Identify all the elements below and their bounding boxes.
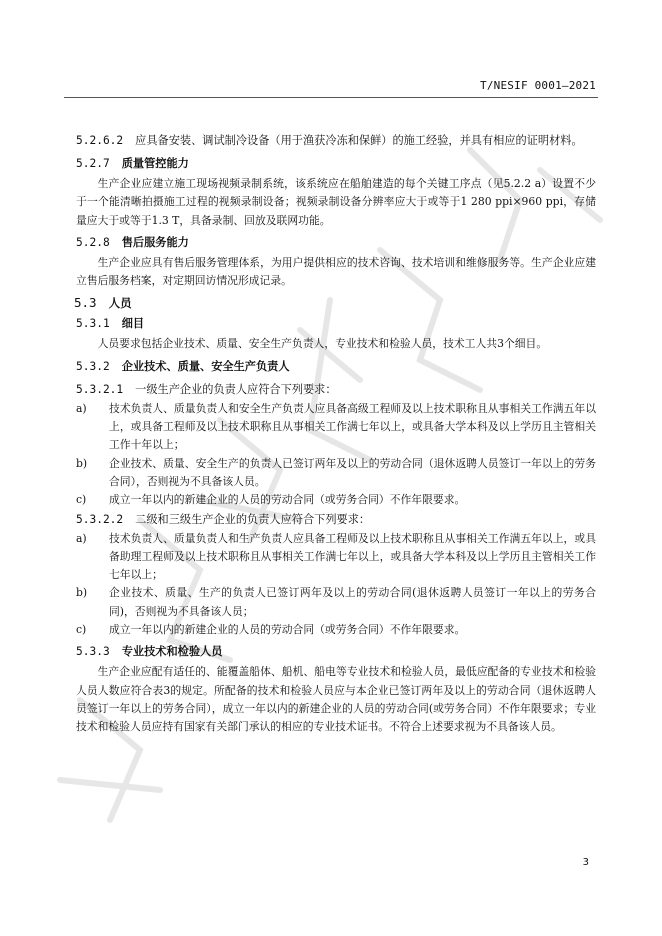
heading-number: 5.3.2 [76,359,110,373]
paragraph-after-sales: 生产企业应具有售后服务管理体系，为用户提供相应的技术咨询、技术培训和维修服务等。生产企业应建立售后服务档案，对定期回访情况形成记录。 [76,255,596,288]
list-label: b) [76,586,88,600]
document-id: T/NESIF 0001—2021 [480,79,596,92]
heading-title: 细目 [121,317,145,331]
paragraph-personnel-items: 人员要求包括企业技术、质量、安全生产负责人，专业技术和检验人员，技术工人共3个细目。 [97,337,548,351]
list-text: 企业技术、质量、安全生产的负责人已签订两年及以上的劳动合同（退休返聘人员签订一年以上的劳务合同），否则视为不具备该人员。 [109,456,596,488]
list-label: c) [76,493,87,507]
list-item [76,455,596,492]
list-item [76,530,596,585]
heading-5-2-7 [76,154,596,174]
clause-text: 一级生产企业的负责人应符合下列要求： [135,382,337,396]
heading-5-3 [74,293,596,314]
list-item [76,491,596,509]
clause-text: 二级和三级生产企业的负责人应符合下列要求： [135,512,371,526]
list-label: b) [76,456,88,470]
heading-number: 5.2.7 [76,157,110,170]
list-label: a) [76,401,87,415]
list-text: 技术负责人、质量负责人和安全生产负责人应具备高级工程师及以上技术职称且从事相关工作满五年以上，或具备工程师及以上技术职称且从事相关工作满七年以上，或具备大学本科及以上学历且主管相关工作十年以上； [109,401,596,452]
heading-number: 5.3.3 [76,645,110,659]
clause-number: 5.3.2.1 [76,382,124,396]
heading-5-3-2 [76,357,596,377]
paragraph-quality-control: 生产企业应建立施工现场视频录制系统，该系统应在船舶建造的每个关键工序点（见5.2.2 a）设置不少于一个能清晰拍摄施工过程的视频录制设备；视频录制设备分辨率应大于或等于1 280 ppi×960 ppi，存储量应大于或等于1.3 T，具备录制、回放及联网功能。 [76,177,596,227]
clause-5-2-6-2 [76,131,596,151]
list-text: 成立一年以内的新建企业的人员的劳动合同（或劳务合同）不作年限要求。 [109,493,466,507]
list-item [76,621,596,639]
page-content [76,131,596,738]
list-text: 企业技术、质量、生产的负责人已签订两年及以上的劳动合同(退休返聘人员签订一年以上的劳务合同)，否则视为不具备该人员； [109,586,596,618]
list-item [76,400,596,455]
heading-title: 售后服务能力 [121,235,189,249]
clause-5-3-2-1 [76,380,596,400]
heading-title: 人员 [108,296,132,311]
heading-number: 5.3 [74,295,97,311]
list-label: a) [76,531,87,545]
clause-5-3-2-2 [76,510,596,530]
heading-number: 5.3.1 [76,317,110,331]
clause-number: 5.2.6.2 [76,134,124,147]
heading-5-2-8 [76,233,596,253]
paragraph-technical-staff: 生产企业应配有适任的、能覆盖船体、船机、船电等专业技术和检验人员，最低应配备的专业技术和检验人员人数应符合表3的规定。所配备的技术和检验人员应与本企业已签订两年及以上的劳动合同（退休返聘人员签订一年以上的劳务合同），成立一年以内的新建企业的人员的劳动合同(或劳务合同）不作年限要求；专业技术和检验人员应持有国家有关部门承认的相应的专业技术证书。不符合上述要求视为不具备该人员。 [76,665,596,734]
header-rule [64,97,598,98]
list-text: 技术负责人、质量负责人和生产负责人应具备工程师及以上技术职称且从事相关工作满五年以上，或具备助理工程师及以上技术职称且从事相关工作满七年以上，或具备大学本科及以上学历且主管相关工作七年以上； [109,531,596,582]
list-label: c) [76,623,87,637]
clause-number: 5.3.2.2 [76,512,124,526]
list-text: 成立一年以内的新建企业的人员的劳动合同（或劳务合同）不作年限要求。 [109,623,466,637]
clause-text: 应具备安装、调试制冷设备（用于渔获冷冻和保鲜）的施工经验，并具有相应的证明材料。 [135,134,583,147]
heading-title: 企业技术、质量、安全生产负责人 [121,359,290,373]
heading-5-3-3 [76,642,596,662]
heading-title: 专业技术和检验人员 [121,645,223,659]
heading-number: 5.2.8 [76,235,110,249]
heading-title: 质量管控能力 [121,157,189,170]
heading-5-3-1 [76,314,596,334]
page-number: 3 [582,857,589,868]
list-item [76,584,596,621]
